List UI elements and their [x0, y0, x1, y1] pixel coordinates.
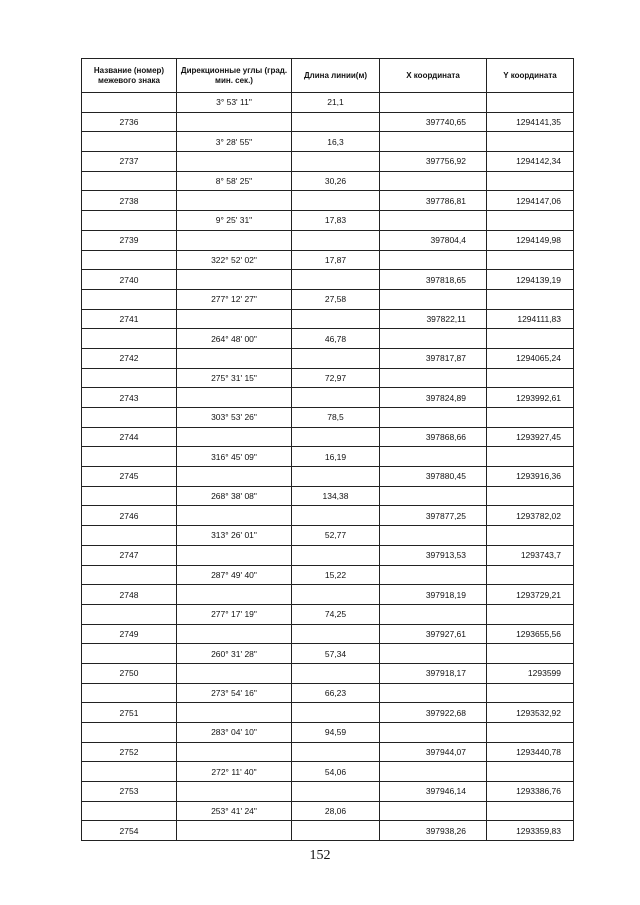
cell-angle: 253° 41' 24" — [177, 801, 292, 821]
cell-x — [380, 565, 487, 585]
cell-length: 28,06 — [292, 801, 380, 821]
cell-y: 1293916,36 — [487, 467, 574, 487]
cell-angle — [177, 545, 292, 565]
cell-y — [487, 368, 574, 388]
cell-length — [292, 309, 380, 329]
cell-name — [82, 723, 177, 743]
cell-y: 1293359,83 — [487, 821, 574, 841]
table-row — [82, 506, 574, 526]
table-row — [82, 683, 574, 703]
cell-y — [487, 644, 574, 664]
cell-y — [487, 250, 574, 270]
cell-x — [380, 289, 487, 309]
table-row — [82, 467, 574, 487]
cell-x — [380, 486, 487, 506]
cell-length — [292, 152, 380, 172]
cell-x: 397824,89 — [380, 388, 487, 408]
table-row — [82, 801, 574, 821]
cell-y: 1293729,21 — [487, 585, 574, 605]
cell-name — [82, 565, 177, 585]
cell-angle: 273° 54' 16" — [177, 683, 292, 703]
cell-angle — [177, 348, 292, 368]
cell-name: 2754 — [82, 821, 177, 841]
cell-length — [292, 742, 380, 762]
cell-angle — [177, 782, 292, 802]
cell-y — [487, 486, 574, 506]
cell-x: 397944,07 — [380, 742, 487, 762]
cell-x — [380, 526, 487, 546]
cell-x — [380, 447, 487, 467]
document-page — [81, 58, 573, 841]
cell-name: 2753 — [82, 782, 177, 802]
cell-length — [292, 585, 380, 605]
cell-angle — [177, 821, 292, 841]
cell-x: 397946,14 — [380, 782, 487, 802]
table-header — [82, 59, 574, 93]
cell-name — [82, 683, 177, 703]
cell-name: 2736 — [82, 112, 177, 132]
cell-angle — [177, 585, 292, 605]
cell-name — [82, 447, 177, 467]
cell-x — [380, 801, 487, 821]
cell-x — [380, 762, 487, 782]
cell-x — [380, 683, 487, 703]
cell-length: 134,38 — [292, 486, 380, 506]
cell-length: 21,1 — [292, 93, 380, 113]
cell-angle: 9° 25' 31" — [177, 211, 292, 231]
cell-angle: 268° 38' 08" — [177, 486, 292, 506]
cell-length — [292, 427, 380, 447]
cell-y — [487, 683, 574, 703]
cell-name — [82, 250, 177, 270]
cell-angle: 3° 28' 55" — [177, 132, 292, 152]
cell-length — [292, 112, 380, 132]
table-row — [82, 152, 574, 172]
cell-name: 2737 — [82, 152, 177, 172]
cell-y — [487, 801, 574, 821]
cell-x — [380, 723, 487, 743]
cell-y — [487, 526, 574, 546]
cell-y: 1293782,02 — [487, 506, 574, 526]
cell-length: 16,19 — [292, 447, 380, 467]
cell-angle — [177, 309, 292, 329]
table-row — [82, 408, 574, 428]
cell-x — [380, 250, 487, 270]
cell-length: 16,3 — [292, 132, 380, 152]
cell-name: 2752 — [82, 742, 177, 762]
cell-length: 72,97 — [292, 368, 380, 388]
header-y: Y координата — [487, 59, 574, 93]
page-number: 152 — [309, 848, 331, 863]
cell-length — [292, 624, 380, 644]
table-row — [82, 329, 574, 349]
cell-length: 17,87 — [292, 250, 380, 270]
table-row — [82, 624, 574, 644]
table-row — [82, 368, 574, 388]
cell-y: 1293743,7 — [487, 545, 574, 565]
cell-angle — [177, 230, 292, 250]
table-row — [82, 585, 574, 605]
cell-y: 1293992,61 — [487, 388, 574, 408]
cell-angle — [177, 742, 292, 762]
cell-name: 2744 — [82, 427, 177, 447]
cell-angle: 322° 52' 02" — [177, 250, 292, 270]
cell-length: 27,58 — [292, 289, 380, 309]
cell-name: 2739 — [82, 230, 177, 250]
cell-y: 1293927,45 — [487, 427, 574, 447]
cell-length: 15,22 — [292, 565, 380, 585]
cell-angle: 277° 12' 27" — [177, 289, 292, 309]
cell-name — [82, 801, 177, 821]
cell-x: 397756,92 — [380, 152, 487, 172]
cell-y: 1293532,92 — [487, 703, 574, 723]
cell-angle: 260° 31' 28" — [177, 644, 292, 664]
table-row — [82, 486, 574, 506]
table-body — [82, 93, 574, 841]
cell-length: 52,77 — [292, 526, 380, 546]
table-row — [82, 447, 574, 467]
cell-angle — [177, 112, 292, 132]
cell-length — [292, 348, 380, 368]
cell-x: 397918,17 — [380, 663, 487, 683]
table-row — [82, 821, 574, 841]
cell-y: 1294141,35 — [487, 112, 574, 132]
cell-angle — [177, 152, 292, 172]
table-row — [82, 782, 574, 802]
cell-y — [487, 329, 574, 349]
cell-y — [487, 723, 574, 743]
cell-angle: 303° 53' 26" — [177, 408, 292, 428]
cell-length — [292, 782, 380, 802]
cell-angle — [177, 191, 292, 211]
cell-length — [292, 388, 380, 408]
cell-x: 397868,66 — [380, 427, 487, 447]
table-row — [82, 526, 574, 546]
header-x: X координата — [380, 59, 487, 93]
cell-y: 1294142,34 — [487, 152, 574, 172]
cell-name — [82, 762, 177, 782]
table-row — [82, 270, 574, 290]
cell-length: 66,23 — [292, 683, 380, 703]
table-row — [82, 191, 574, 211]
cell-y — [487, 211, 574, 231]
cell-angle: 275° 31' 15" — [177, 368, 292, 388]
cell-y — [487, 132, 574, 152]
cell-x — [380, 132, 487, 152]
cell-length — [292, 191, 380, 211]
cell-length: 94,59 — [292, 723, 380, 743]
table-row — [82, 663, 574, 683]
cell-x: 397880,45 — [380, 467, 487, 487]
cell-x: 397818,65 — [380, 270, 487, 290]
cell-name — [82, 211, 177, 231]
cell-length: 30,26 — [292, 171, 380, 191]
cell-x — [380, 644, 487, 664]
cell-name — [82, 132, 177, 152]
header-length: Длина линии(м) — [292, 59, 380, 93]
table-row — [82, 112, 574, 132]
table-row — [82, 348, 574, 368]
table-row — [82, 230, 574, 250]
table-row — [82, 250, 574, 270]
cell-length: 17,83 — [292, 211, 380, 231]
cell-angle — [177, 427, 292, 447]
cell-y — [487, 289, 574, 309]
cell-angle: 313° 26' 01" — [177, 526, 292, 546]
cell-length — [292, 703, 380, 723]
table-row — [82, 309, 574, 329]
cell-x — [380, 604, 487, 624]
cell-y: 1293386,76 — [487, 782, 574, 802]
cell-x — [380, 329, 487, 349]
cell-name: 2751 — [82, 703, 177, 723]
cell-name — [82, 171, 177, 191]
cell-name — [82, 644, 177, 664]
cell-angle: 287° 49' 40" — [177, 565, 292, 585]
cell-y — [487, 604, 574, 624]
cell-y: 1294139,19 — [487, 270, 574, 290]
table-row — [82, 388, 574, 408]
cell-y — [487, 93, 574, 113]
cell-length — [292, 230, 380, 250]
cell-x — [380, 171, 487, 191]
cell-x: 397817,87 — [380, 348, 487, 368]
table-row — [82, 93, 574, 113]
cell-y: 1293655,56 — [487, 624, 574, 644]
cell-name: 2742 — [82, 348, 177, 368]
table-row — [82, 565, 574, 585]
cell-y — [487, 762, 574, 782]
cell-name — [82, 526, 177, 546]
cell-x: 397913,53 — [380, 545, 487, 565]
cell-length: 74,25 — [292, 604, 380, 624]
table-row — [82, 289, 574, 309]
cell-x: 397804,4 — [380, 230, 487, 250]
table-row — [82, 762, 574, 782]
cell-angle: 283° 04' 10" — [177, 723, 292, 743]
cell-length — [292, 467, 380, 487]
cell-name: 2738 — [82, 191, 177, 211]
cell-length — [292, 821, 380, 841]
cell-length — [292, 663, 380, 683]
boundary-coordinates-table — [81, 58, 574, 841]
cell-x: 397877,25 — [380, 506, 487, 526]
cell-angle — [177, 270, 292, 290]
cell-length: 46,78 — [292, 329, 380, 349]
table-row — [82, 211, 574, 231]
cell-name — [82, 93, 177, 113]
cell-name: 2740 — [82, 270, 177, 290]
cell-x — [380, 211, 487, 231]
cell-y: 1294111,83 — [487, 309, 574, 329]
cell-length: 57,34 — [292, 644, 380, 664]
cell-name: 2745 — [82, 467, 177, 487]
cell-y: 1294149,98 — [487, 230, 574, 250]
cell-x: 397927,61 — [380, 624, 487, 644]
table-row — [82, 723, 574, 743]
cell-name — [82, 486, 177, 506]
cell-length: 78,5 — [292, 408, 380, 428]
cell-length — [292, 506, 380, 526]
cell-name: 2750 — [82, 663, 177, 683]
cell-name: 2747 — [82, 545, 177, 565]
cell-name — [82, 329, 177, 349]
cell-angle — [177, 663, 292, 683]
cell-y: 1293440,78 — [487, 742, 574, 762]
cell-name: 2743 — [82, 388, 177, 408]
cell-y: 1294065,24 — [487, 348, 574, 368]
cell-x: 397740,65 — [380, 112, 487, 132]
table-row — [82, 644, 574, 664]
header-angle: Дирекционные углы (град. мин. сек.) — [177, 59, 292, 93]
table-row — [82, 604, 574, 624]
cell-angle — [177, 624, 292, 644]
cell-x: 397918,19 — [380, 585, 487, 605]
table-row — [82, 742, 574, 762]
cell-angle: 316° 45' 09" — [177, 447, 292, 467]
cell-angle — [177, 703, 292, 723]
cell-length — [292, 545, 380, 565]
cell-angle: 3° 53' 11" — [177, 93, 292, 113]
cell-angle: 277° 17' 19" — [177, 604, 292, 624]
cell-name: 2748 — [82, 585, 177, 605]
cell-angle: 8° 58' 25" — [177, 171, 292, 191]
cell-name: 2746 — [82, 506, 177, 526]
cell-name — [82, 289, 177, 309]
header-name: Название (номер) межевого знака — [82, 59, 177, 93]
cell-x: 397922,68 — [380, 703, 487, 723]
cell-name: 2741 — [82, 309, 177, 329]
cell-name — [82, 604, 177, 624]
cell-length: 54,06 — [292, 762, 380, 782]
table-row — [82, 171, 574, 191]
cell-angle — [177, 506, 292, 526]
cell-x: 397822,11 — [380, 309, 487, 329]
cell-x — [380, 408, 487, 428]
cell-name — [82, 368, 177, 388]
cell-x: 397786,81 — [380, 191, 487, 211]
cell-angle: 272° 11' 40" — [177, 762, 292, 782]
table-row — [82, 132, 574, 152]
cell-x — [380, 368, 487, 388]
cell-x: 397938,26 — [380, 821, 487, 841]
cell-y — [487, 408, 574, 428]
cell-angle — [177, 467, 292, 487]
table-row — [82, 545, 574, 565]
table-row — [82, 427, 574, 447]
table-row — [82, 703, 574, 723]
cell-y — [487, 447, 574, 467]
cell-angle: 264° 48' 00" — [177, 329, 292, 349]
cell-y: 1293599 — [487, 663, 574, 683]
cell-length — [292, 270, 380, 290]
cell-y: 1294147,06 — [487, 191, 574, 211]
cell-name: 2749 — [82, 624, 177, 644]
cell-x — [380, 93, 487, 113]
cell-y — [487, 565, 574, 585]
cell-name — [82, 408, 177, 428]
cell-y — [487, 171, 574, 191]
cell-angle — [177, 388, 292, 408]
